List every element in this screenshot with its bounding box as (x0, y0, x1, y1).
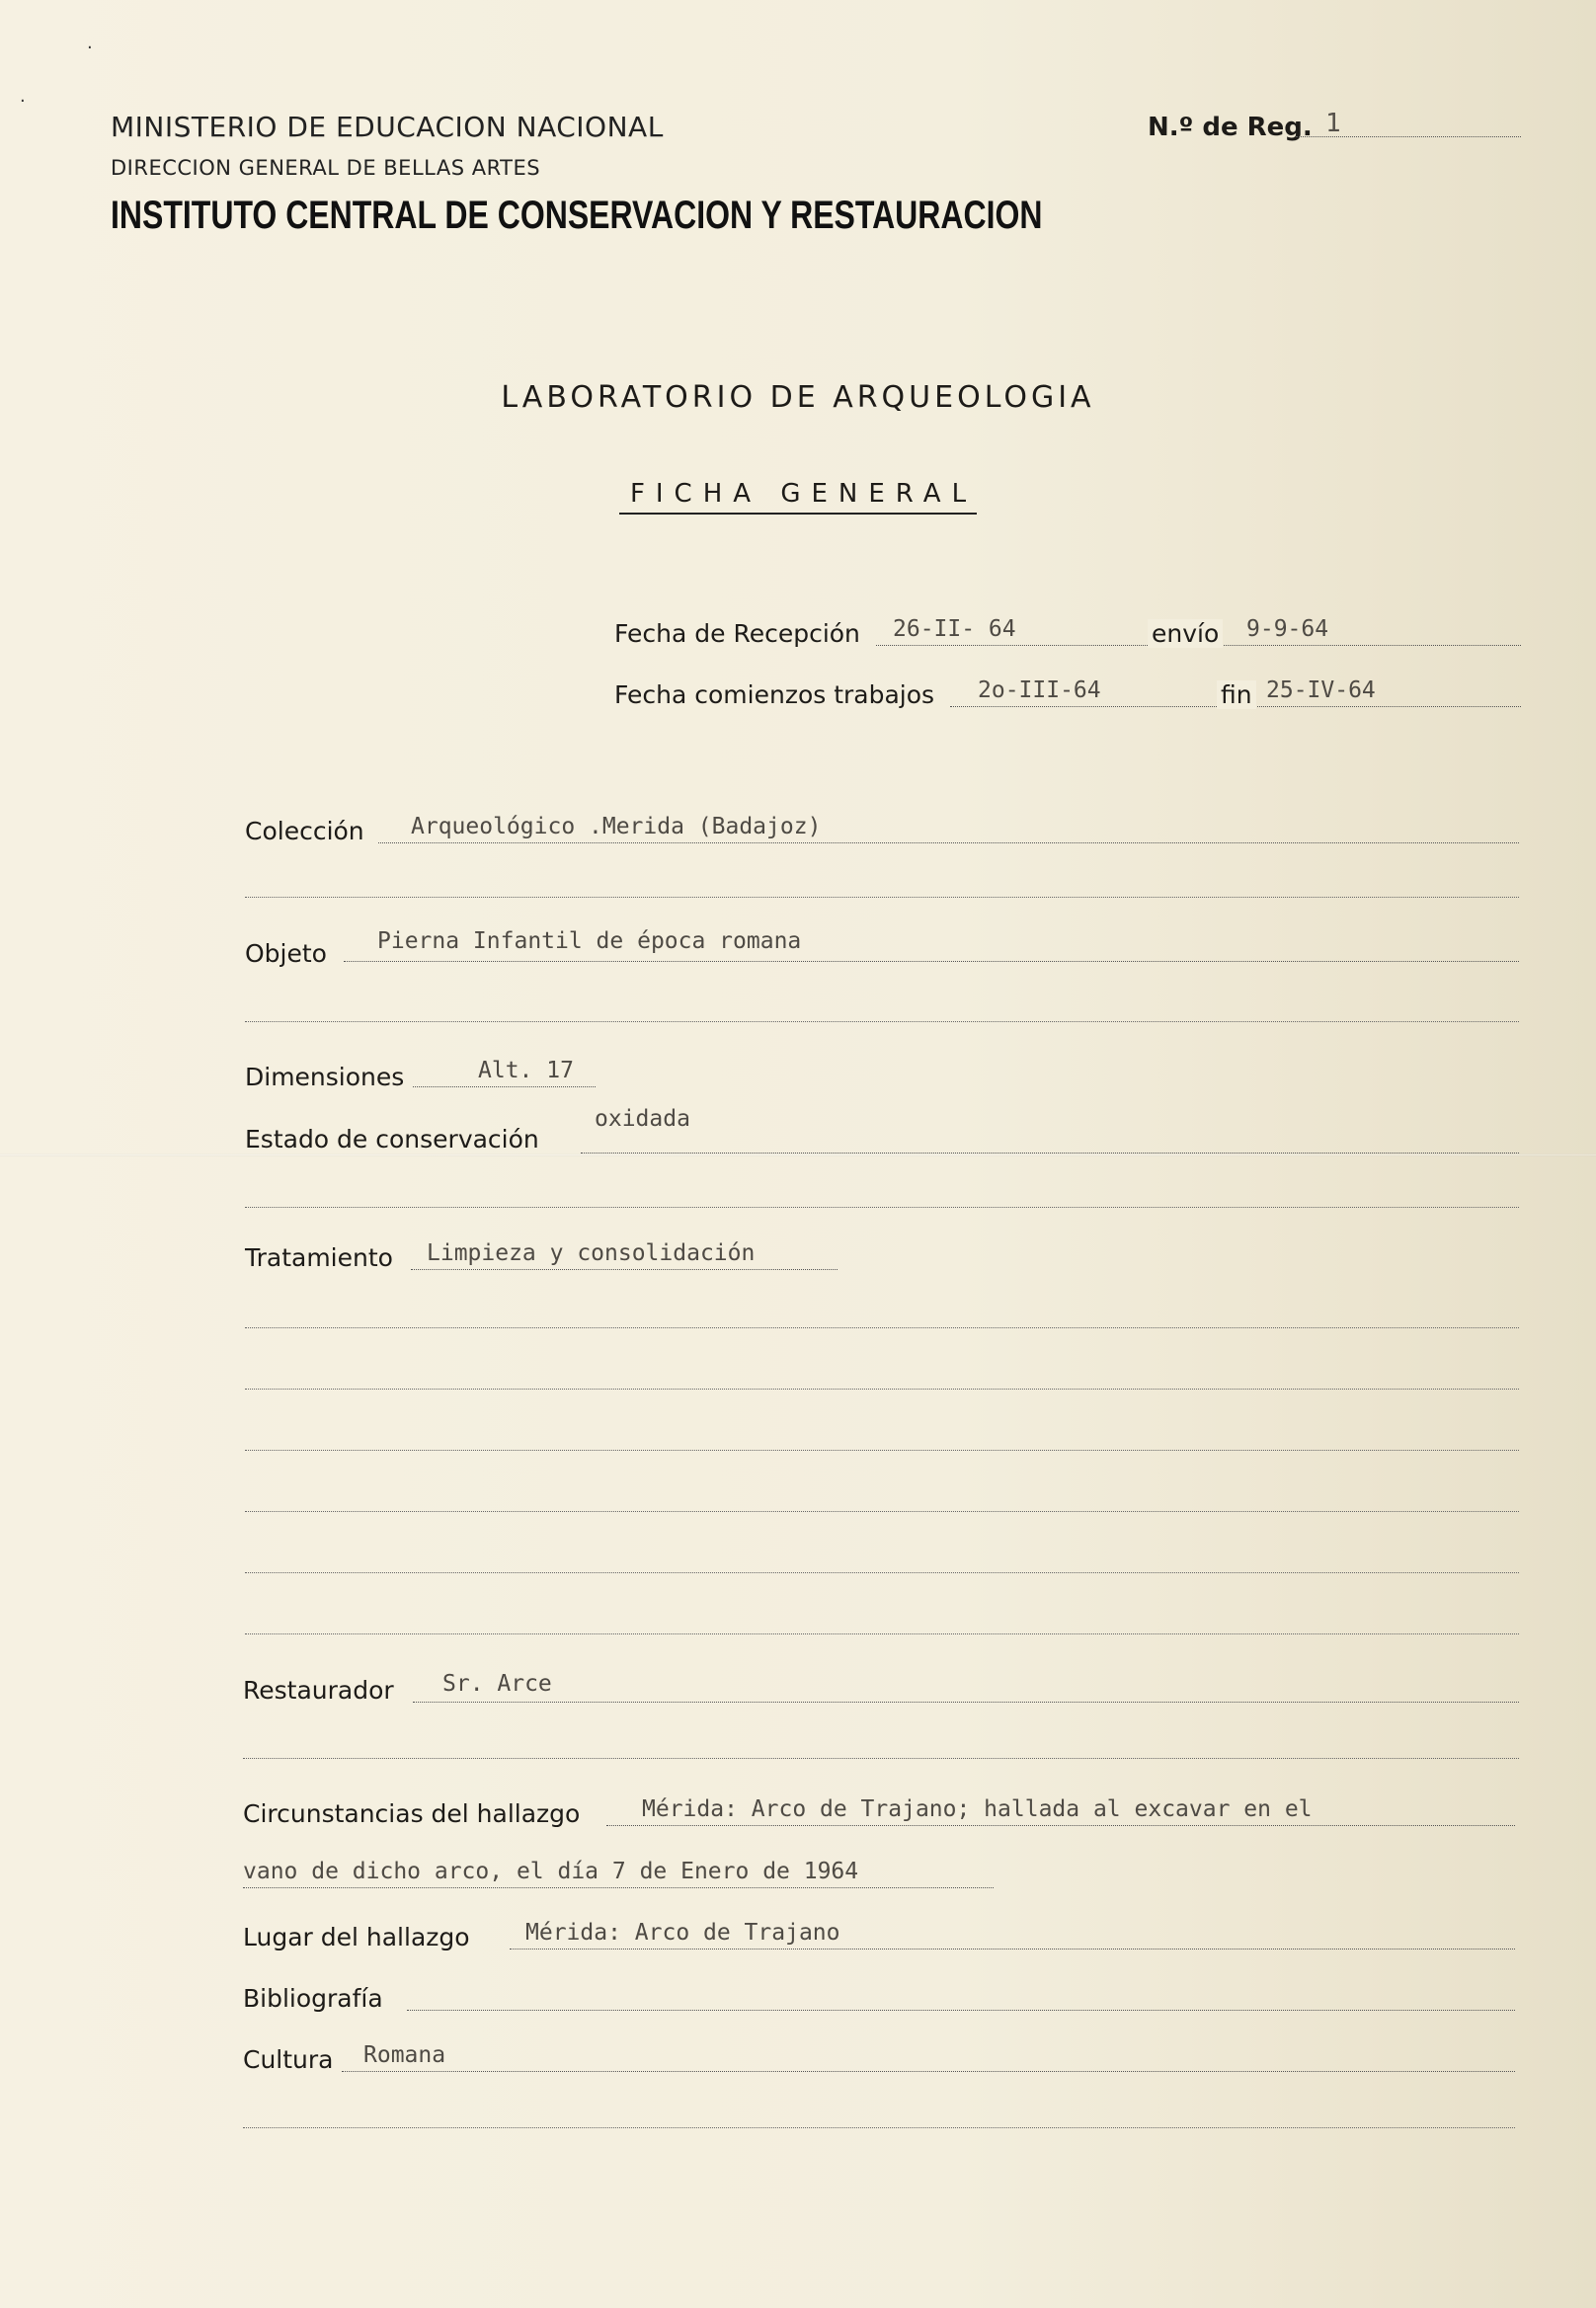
estado-value: oxidada (595, 1106, 690, 1132)
form-title-wrapper (0, 479, 1596, 515)
blank-dotted-line (245, 1511, 1519, 1512)
laboratory-title: LABORATORIO DE ARQUEOLOGIA (501, 380, 1095, 415)
reception-label: Fecha de Recepción (614, 619, 860, 648)
blank-dotted-line (245, 1021, 1519, 1022)
cultura-label: Cultura (243, 2045, 334, 2074)
paper-fold (0, 1154, 1596, 1156)
circunstancias-dotted-line-2 (243, 1887, 994, 1888)
shipment-label: envío (1148, 619, 1223, 648)
bibliografia-label: Bibliografía (243, 1984, 383, 2013)
restaurador-dotted-line (413, 1702, 1519, 1703)
blank-dotted-line (245, 897, 1519, 898)
blank-dotted-line (243, 2127, 1515, 2128)
ministry-heading: MINISTERIO DE EDUCACION NACIONAL (111, 111, 664, 143)
start-label: Fecha comienzos trabajos (614, 680, 935, 709)
coleccion-value: Arqueológico .Merida (Badajoz) (411, 814, 822, 839)
estado-row (245, 1106, 1519, 1154)
end-label: fin (1217, 680, 1256, 709)
ink-speck: · (20, 91, 26, 112)
restaurador-label: Restaurador (243, 1676, 394, 1705)
cultura-dotted-line (342, 2071, 1515, 2072)
coleccion-row (245, 810, 1519, 849)
blank-dotted-line (245, 1389, 1519, 1390)
reg-label: N.º de Reg. (1148, 113, 1313, 142)
circunstancias-value-line-2: vano de dicho arco, el día 7 de Enero de 1964 (243, 1859, 859, 1884)
bibliografia-dotted-line (407, 2010, 1515, 2011)
start-value: 2o-III-64 (978, 677, 1101, 703)
registration-number (1148, 109, 1521, 146)
ink-speck: · (87, 38, 93, 58)
restaurador-row (243, 1669, 1519, 1709)
blank-dotted-line (245, 1572, 1519, 1573)
dimensiones-value: Alt. 17 (478, 1058, 574, 1083)
blank-dotted-line (245, 1450, 1519, 1451)
blank-dotted-line (245, 1633, 1519, 1634)
tratamiento-dotted-line (411, 1269, 838, 1270)
tratamiento-row (245, 1236, 838, 1276)
blank-dotted-line (243, 1758, 1519, 1759)
objeto-label: Objeto (245, 939, 327, 968)
tratamiento-value: Limpieza y consolidación (427, 1240, 756, 1266)
coleccion-dotted-line (378, 842, 1519, 843)
blank-dotted-line (245, 1327, 1519, 1328)
reception-date-row (614, 612, 1521, 652)
circunstancias-label: Circunstancias del hallazgo (243, 1799, 581, 1828)
form-title: FICHA GENERAL (619, 479, 977, 515)
tratamiento-label: Tratamiento (245, 1243, 393, 1272)
shipment-value: 9-9-64 (1246, 616, 1329, 642)
dimensiones-dotted-line (413, 1086, 596, 1087)
dimensiones-row (245, 1052, 596, 1091)
objeto-value: Pierna Infantil de época romana (377, 928, 802, 954)
cultura-row (243, 2038, 1515, 2078)
institute-heading: INSTITUTO CENTRAL DE CONSERVACION Y RESTAURACION (111, 194, 1043, 237)
dimensiones-label: Dimensiones (245, 1063, 405, 1091)
lugar-row (243, 1916, 1515, 1955)
blank-dotted-line (245, 1207, 1519, 1208)
direction-heading: DIRECCION GENERAL DE BELLAS ARTES (111, 156, 541, 180)
objeto-row (245, 928, 1519, 968)
lugar-label: Lugar del hallazgo (243, 1923, 470, 1951)
reg-value: 1 (1325, 109, 1341, 138)
circunstancias-value-line-1: Mérida: Arco de Trajano; hallada al excavar en el (642, 1796, 1313, 1822)
end-value: 25-IV-64 (1266, 677, 1376, 703)
objeto-dotted-line (344, 961, 1519, 962)
estado-dotted-line (581, 1153, 1519, 1154)
restaurador-value: Sr. Arce (442, 1671, 552, 1697)
circunstancias-row-continued (243, 1855, 994, 1894)
lugar-dotted-line (510, 1949, 1515, 1950)
circunstancias-row (243, 1792, 1515, 1832)
coleccion-label: Colección (245, 817, 364, 845)
reception-value: 26-II- 64 (893, 616, 1016, 642)
lugar-value: Mérida: Arco de Trajano (525, 1920, 840, 1946)
bibliografia-row (243, 1977, 1515, 2017)
cultura-value: Romana (363, 2042, 446, 2068)
circunstancias-dotted-line (606, 1825, 1515, 1826)
estado-label: Estado de conservación (245, 1125, 539, 1154)
work-dates-row (614, 674, 1521, 713)
